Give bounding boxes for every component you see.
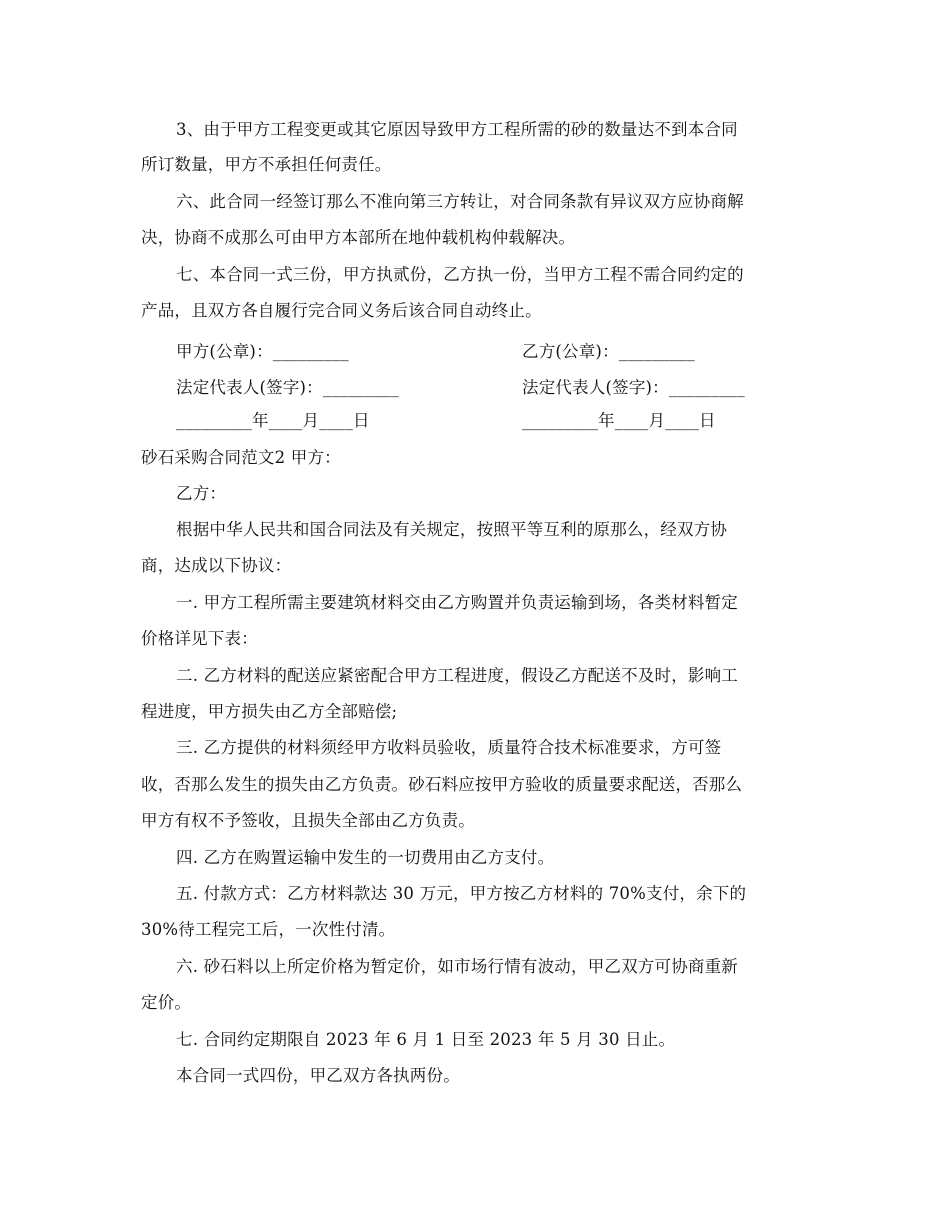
copies-clause: 本合同一式四份，甲乙双方各执两份。 — [176, 1066, 460, 1085]
item-2-line-2: 程进度，甲方损失由乙方全部赔偿; — [141, 702, 398, 721]
item-3-line-1: 三. 乙方提供的材料须经甲方收料员验收，质量符合技术标准要求，方可签 — [176, 738, 722, 757]
clause-6-line-1: 六、此合同一经签订那么不准向第三方转让，对合同条款有异议双方应协商解 — [176, 192, 744, 211]
item-6-line-1: 六. 砂石料以上所定价格为暂定价，如市场行情有波动，甲乙双方可协商重新 — [176, 957, 738, 976]
clause-3-line-1: 3、由于甲方工程变更或其它原因导致甲方工程所需的砂的数量达不到本合同 — [176, 120, 738, 139]
preamble-line-1: 根据中华人民共和国合同法及有关规定，按照平等互利的原那么，经双方协 — [176, 520, 728, 539]
item-4-line-1: 四. 乙方在购置运输中发生的一切费用由乙方支付。 — [176, 848, 555, 867]
party-b-representative: 法定代表人(签字)：_________ — [522, 378, 745, 397]
party-b-seal: 乙方(公章)：_________ — [522, 342, 695, 361]
item-5-line-1: 五. 付款方式：乙方材料款达 30 万元，甲方按乙方材料的 70%支付，余下的 — [176, 884, 747, 903]
item-1-line-2: 价格详见下表： — [141, 629, 258, 648]
clause-6-line-2: 决，协商不成那么可由甲方本部所在地仲载机构仲载解决。 — [141, 228, 576, 247]
party-a-seal: 甲方(公章)：_________ — [176, 342, 349, 361]
party-b-date: _________年____月____日 — [522, 411, 716, 430]
sample-2-heading: 砂石采购合同范文2 甲方： — [141, 448, 341, 467]
item-2-line-1: 二. 乙方材料的配送应紧密配合甲方工程进度，假设乙方配送不及时，影响工 — [176, 666, 738, 685]
item-7-line-1: 七. 合同约定期限自 2023 年 6 月 1 日至 2023 年 5 月 30 日止。 — [176, 1030, 676, 1049]
item-3-line-2: 收，否那么发生的损失由乙方负责。砂石料应按甲方验收的质量要求配送，否那么 — [141, 775, 743, 794]
clause-3-line-2: 所订数量，甲方不承担任何责任。 — [141, 155, 392, 174]
item-1-line-1: 一. 甲方工程所需主要建筑材料交由乙方购置并负责运输到场，各类材料暂定 — [176, 593, 738, 612]
party-b-label: 乙方： — [176, 484, 227, 503]
preamble-line-2: 商，达成以下协议： — [141, 556, 292, 575]
party-a-representative: 法定代表人(签字)：_________ — [176, 378, 399, 397]
clause-7-line-2: 产品，且双方各自履行完合同义务后该合同自动终止。 — [141, 301, 542, 320]
item-5-line-2: 30%待工程完工后，一次性付清。 — [141, 920, 396, 939]
item-6-line-2: 定价。 — [141, 993, 192, 1012]
party-a-date: _________年____月____日 — [176, 411, 370, 430]
item-3-line-3: 甲方有权不予签收，且损失全部由乙方负责。 — [141, 811, 475, 830]
clause-7-line-1: 七、本合同一式三份，甲方执贰份，乙方执一份，当甲方工程不需合同约定的 — [176, 265, 744, 284]
